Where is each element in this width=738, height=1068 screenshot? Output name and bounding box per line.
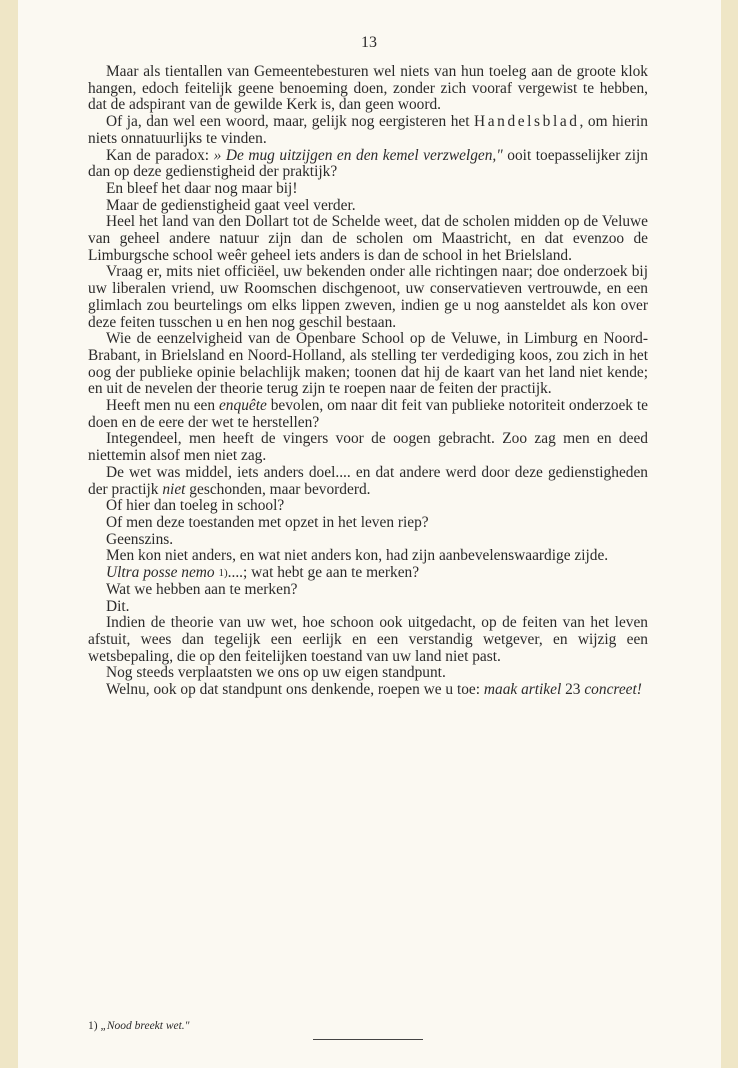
- paragraph-text: 23: [561, 681, 585, 699]
- quote: » De mug uitzijgen en den kemel verzwelgen,": [213, 146, 503, 164]
- paragraph-text: geschonden, maar bevorderd.: [185, 480, 371, 498]
- footnote-text: „Nood breekt wet.": [100, 1020, 190, 1032]
- paragraph: [88, 431, 648, 464]
- paragraph-text: Wat we hebben aan te merken?: [106, 580, 298, 598]
- paragraph-text: Of men deze toestanden met opzet in het leven riep?: [106, 513, 429, 531]
- paragraph: [88, 565, 648, 582]
- italic-term: enquête: [218, 397, 267, 415]
- paragraph-text: Of ja, dan wel een woord, maar, gelijk nog eergisteren het: [106, 113, 475, 131]
- paragraph-text: Indien de theorie van uw wet, hoe schoon ook uitgedacht, op de feiten van het leven afstuit, wees dan tegelijk een eerlijk en een verstandig wetgever, en wijzig een wetsbepaling, die op den feitelijken toestand van uw land niet past.: [88, 614, 648, 665]
- italic-term: niet: [162, 480, 186, 498]
- paragraph: [88, 498, 648, 515]
- paragraph-text: Nog steeds verplaatsten we ons op uw eigen standpunt.: [106, 664, 446, 682]
- paragraph: [88, 582, 648, 599]
- latin-phrase: Ultra posse nemo: [106, 564, 215, 582]
- paragraph-text: Maar de gedienstigheid gaat veel verder.: [106, 196, 356, 214]
- italic-term: maak artikel: [483, 681, 562, 699]
- paragraph-text: Men kon niet anders, en wat niet anders kon, had zijn aanbevelenswaardige zijde.: [106, 547, 609, 565]
- paragraph: [88, 465, 648, 498]
- paragraph: [88, 148, 648, 181]
- divider: [313, 1039, 423, 1040]
- paragraph-text: Kan de paradox:: [106, 146, 214, 164]
- paragraph: [88, 264, 648, 331]
- paragraph: [88, 398, 648, 431]
- footnote-reference: 1): [218, 567, 228, 580]
- paragraph-text: bevolen, om naar dit feit van publieke notoriteit onderzoek te doen en de eere der wet te herstellen?: [88, 397, 648, 431]
- paragraph-text: Heel het land van den Dollart tot de Schelde weet, dat de scholen midden op de Veluwe van geheel andere natuur zijn dan de scholen om Maastricht, en dat evenzoo de Limburgsche school weêr geheel iets anders is dan de school in het Brielsland.: [88, 213, 648, 264]
- paragraph: [88, 181, 648, 198]
- newspaper-name: Handelsblad: [474, 113, 580, 131]
- paragraph: [88, 214, 648, 264]
- paragraph-text: , om hierin niets onnatuurlijks te vinden.: [88, 113, 648, 147]
- paragraph: [88, 198, 648, 215]
- paragraph: [88, 532, 648, 549]
- paragraph: [88, 682, 648, 699]
- paragraph: [88, 331, 648, 398]
- footnote: [88, 1019, 648, 1033]
- paragraph-text: Maar als tientallen van Gemeentebesturen wel niets van hun toeleg aan de groote klok hangen, edoch feitelijk geene benoeming doen, zonder zich vooraf vergewist te hebben, dat de adspirant van de gewilde Kerk is, dan geen woord.: [88, 63, 648, 114]
- paragraph-text: Heeft men nu een: [106, 397, 219, 415]
- page-number: 13: [361, 34, 377, 51]
- paragraph-text: Wie de eenzelvigheid van de Openbare School op de Veluwe, in Limburg en Noord-Brabant, in Brielsland en Noord-Holland, als stelling ter verdediging koos, zou zich in het oog der publieke opinie belachlijk maken; toonen dat hij de kaart van het land niet kende; en uit de nevelen der theorie terug zijn te roepen naar de feiten der practijk.: [88, 330, 648, 398]
- paragraph: [88, 599, 648, 616]
- paragraph-text: ....; wat hebt ge aan te merken?: [227, 564, 420, 582]
- paragraph-text: Integendeel, men heeft de vingers voor de oogen gebracht. Zoo zag men en deed niettemin alsof men niet zag.: [88, 430, 648, 465]
- paragraph: [88, 64, 648, 114]
- paragraph: [88, 665, 648, 682]
- paragraph-text: Welnu, ook op dat standpunt ons denkende, roepen we u toe:: [106, 681, 484, 699]
- paragraph: [88, 615, 648, 665]
- paragraph-text: Of hier dan toeleg in school?: [106, 497, 285, 515]
- paragraph-text: Geenszins.: [106, 530, 174, 548]
- footnote-marker: 1): [88, 1020, 98, 1032]
- paragraph-text: En bleef het daar nog maar bij!: [106, 179, 298, 197]
- paragraph-text: ooit toepasselijker zijn dan op deze gedienstigheid der praktijk?: [88, 146, 648, 181]
- paragraph-text: Dit.: [106, 597, 130, 615]
- paragraph: [88, 515, 648, 532]
- paragraph: [88, 548, 648, 565]
- paragraph-text: De wet was middel, iets anders doel.... en dat andere werd door deze gedienstigheden der practijk: [88, 463, 648, 498]
- paragraph-text: Vraag er, mits niet officiëel, uw bekenden onder alle richtingen naar; doe onderzoek bij uw liberalen vriend, uw Roomschen dischgenoot, uw conservatieven vertrouwde, en een glimlach zou beurtelings om elks lippen zweven, indien ge u nog aansteldet als kon over deze feiten tusschen u en hen nog geschil bestaan.: [88, 263, 648, 331]
- italic-term: concreet!: [584, 681, 642, 699]
- body-text: [88, 64, 648, 699]
- paragraph: [88, 114, 648, 147]
